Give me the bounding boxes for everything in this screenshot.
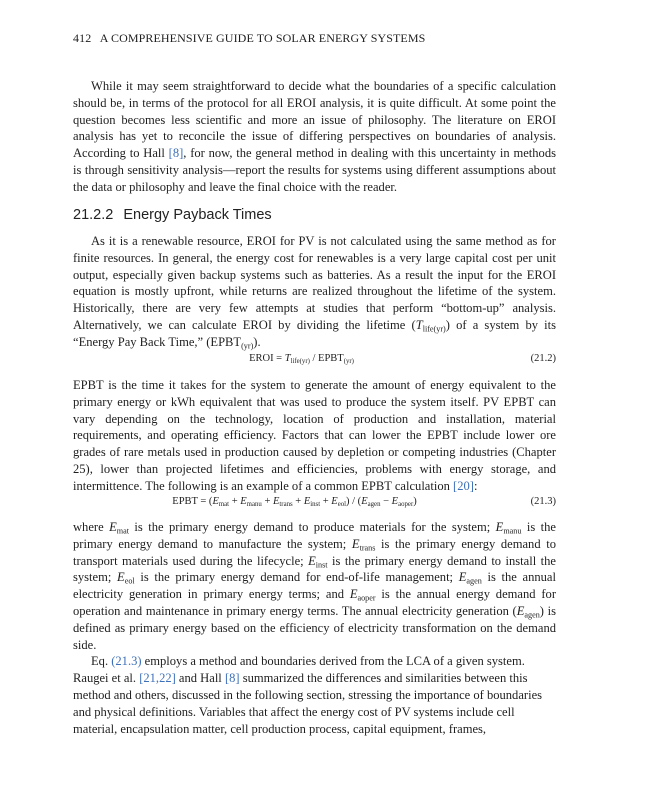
subscript: agen xyxy=(524,610,540,620)
subscript: manu xyxy=(503,526,522,536)
operator: + xyxy=(320,496,332,507)
subscript: trans xyxy=(359,543,376,553)
subscript: life(yr) xyxy=(422,324,446,334)
subscript: aoper xyxy=(357,593,376,603)
running-title: A COMPREHENSIVE GUIDE TO SOLAR ENERGY SYSTEMS xyxy=(99,31,426,45)
text-span: summarized the differences and similarities between this method and others, discussed in the following section, stressing the importance of boundaries and physical definitions. Variables that affect the energy cost of PV systems include cell material, encapsulation matter, cell production process, capital equipment, frames, xyxy=(73,671,543,736)
variable: E xyxy=(516,603,525,618)
subscript: (yr) xyxy=(343,358,354,366)
subscript: mat xyxy=(116,526,129,536)
variable: E xyxy=(349,587,358,602)
operator: + xyxy=(261,496,273,507)
variable: E xyxy=(308,553,316,568)
section-heading xyxy=(73,207,272,223)
text-span: ). xyxy=(253,334,261,349)
text-span: While it may seem straightforward to decide what the boundaries of a specific calculation should be, in terms of the protocol for all EROI analysis, it is quite difficult. At some point the question becomes less scientific and more an issue of philosophy. The literature on EROI analysis has yet to reconcile the issue of differing perspectives on boundaries of analysis. According to Hall xyxy=(73,79,556,161)
variable: E xyxy=(117,570,125,585)
section-number: 21.2.2 xyxy=(73,207,114,223)
text-span: is the primary energy demand to transport materials used during the lifecycle; xyxy=(73,536,556,568)
subscript: inst xyxy=(315,560,328,570)
variable: E xyxy=(303,496,311,507)
eq-text: / EPBT xyxy=(309,353,344,364)
paragraph-definitions xyxy=(73,519,556,737)
variable: E xyxy=(458,570,467,585)
text-span: , for now, the general method in dealing with this uncertainty in methods is through sensitivity analysis—report the results for systems using different assumptions about the data or philosophy and leave the final choice with the reader. xyxy=(73,146,556,194)
section-title: Energy Payback Times xyxy=(123,207,272,223)
subscript: mat xyxy=(218,501,230,509)
citation-link[interactable]: [21,22] xyxy=(139,671,176,686)
equation-number: (21.2) xyxy=(530,353,556,364)
text-span: is the annual energy demand for operation and maintenance in primary energy terms. The annual electricity generation ( xyxy=(73,587,556,618)
text-span: is the primary energy demand to install the system; xyxy=(73,553,556,585)
variable: T xyxy=(284,353,291,364)
text-span: is the primary energy demand to produce materials for the system; xyxy=(128,520,496,534)
text-span: : xyxy=(473,478,478,493)
subscript: inst xyxy=(310,501,321,509)
paragraph-epbt xyxy=(73,377,556,495)
subscript: eol xyxy=(124,576,135,586)
operator: − xyxy=(380,496,392,507)
variable: E xyxy=(361,496,368,507)
eq-lhs: EPBT = ( xyxy=(172,496,213,507)
subscript: (yr) xyxy=(241,341,254,351)
operator: ) / ( xyxy=(346,496,362,507)
text-span: ) is defined as primary energy based on the efficiency of electricity transformation on the demand side. xyxy=(73,603,557,652)
citation-link[interactable]: [20] xyxy=(453,478,474,493)
subscript: aoper xyxy=(398,501,414,509)
equation-number: (21.3) xyxy=(530,496,556,507)
text-span: is the primary energy demand for end-of-life management; xyxy=(134,570,459,585)
variable: E xyxy=(391,496,399,507)
subscript: agen xyxy=(466,576,482,586)
paragraph-eroi-pv xyxy=(73,233,556,351)
variable: E xyxy=(240,496,247,507)
equation-expression xyxy=(47,353,556,364)
eq-lhs: EROI = xyxy=(249,353,285,364)
equation-21-3 xyxy=(73,496,556,512)
variable: T xyxy=(415,317,423,332)
text-span: ) of a system by its “Energy Pay Back Time,” (EPBT xyxy=(73,317,556,349)
citation-link[interactable]: [8] xyxy=(224,671,240,686)
text-span: is the primary energy demand to manufacture the system; xyxy=(73,520,556,551)
equation-link[interactable]: (21.3) xyxy=(111,654,142,669)
text-span: and Hall xyxy=(175,671,225,686)
variable: E xyxy=(212,496,219,507)
citation-link[interactable]: [8] xyxy=(168,146,184,161)
subscript: trans xyxy=(279,501,293,509)
text-span: where xyxy=(73,520,110,534)
operator: + xyxy=(229,496,241,507)
variable: E xyxy=(351,536,360,551)
variable: E xyxy=(272,496,280,507)
text-span: is the annual electricity generation in primary energy terms; and xyxy=(73,570,556,602)
variable: E xyxy=(331,496,338,507)
subscript: manu xyxy=(246,501,262,509)
subscript: eol xyxy=(337,501,347,509)
paragraph-boundaries xyxy=(73,78,556,196)
variable: E xyxy=(109,520,117,534)
text-span: As it is a renewable resource, EROI for PV is not calculated using the same method as for finite resources. In general, the energy cost for renewables is a very large capital cost per unit output, especially given backup systems such as batteries. As a result the input for the EROI equation is mostly upfront, while returns are realized throughout the lifetime of the system. Historically, there are very few attempts at studies that perform “bottom-up” analysis. Alternatively, we can calculate EROI by dividing the lifetime ( xyxy=(73,234,556,332)
text-span: Eq. xyxy=(91,654,112,669)
running-header xyxy=(73,31,425,46)
subscript: life(yr) xyxy=(290,358,310,366)
variable: E xyxy=(495,520,504,534)
operator: + xyxy=(292,496,304,507)
text-span: EPBT is the time it takes for the system to generate the amount of energy equivalent to the primary energy or kWh equivalent that was used to produce the system itself. PV EPBT can vary depending on the technology, location of production and installation, material requirements, and operating efficiency. Factors that can lower the EPBT include lower ore grades of rare metals used in production caused by depletion or competing industries (Chapter 25), lower than projected lifetimes and efficiencies, problems with energy storage, and intermittence. The following is an example of a common EPBT calculation xyxy=(73,378,556,493)
page-number: 412 xyxy=(73,31,92,45)
equation-21-2 xyxy=(73,353,556,369)
operator: ) xyxy=(413,496,417,507)
subscript: agen xyxy=(367,501,381,509)
equation-expression xyxy=(33,496,556,507)
text-span: employs a method and boundaries derived from the LCA of a given system. Raugei et al. xyxy=(73,654,525,686)
